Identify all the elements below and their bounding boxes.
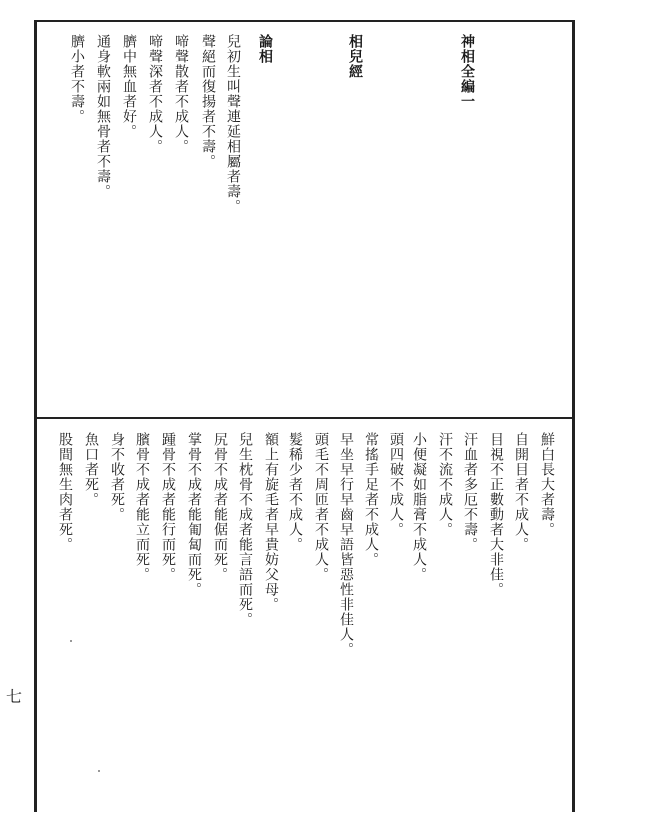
text-line: 通身軟兩如無骨者不壽。 bbox=[95, 34, 111, 199]
text-line: 常搖手足者不成人。 bbox=[363, 432, 379, 567]
text-line: 兒初生叫聲連延相屬者壽。 bbox=[225, 34, 241, 214]
text-line: 鮮白長大者壽。 bbox=[539, 432, 555, 537]
text-line: 兒生枕骨不成者能言語而死。 bbox=[237, 432, 253, 627]
text-line: 臏骨不成者能立而死。 bbox=[134, 432, 150, 582]
text-line: 啼聲散者不成人。 bbox=[173, 34, 189, 154]
text-line: 臍小者不壽。 bbox=[69, 34, 85, 124]
text-line: 聲絕而復揚者不壽。 bbox=[200, 34, 216, 169]
text-line: 頭四破不成人。 bbox=[388, 432, 404, 537]
text-line: 自開目者不成人。 bbox=[513, 432, 529, 552]
text-line: 汗不流不成人。 bbox=[437, 432, 453, 537]
text-line: 魚口者死。 bbox=[83, 432, 99, 507]
page-number: 七 bbox=[6, 687, 23, 706]
text-line: 身不收者死。 bbox=[109, 432, 125, 522]
section-title: 論相 bbox=[257, 34, 273, 64]
scan-speck bbox=[70, 640, 72, 642]
text-line: 啼聲深者不成人。 bbox=[147, 34, 163, 154]
text-line: 額上有旋毛者早貴妨父母。 bbox=[263, 432, 279, 612]
text-line: 臍中無血者好。 bbox=[121, 34, 137, 139]
text-line: 尻骨不成者能倨而死。 bbox=[212, 432, 228, 582]
text-line: 掌骨不成者能匍匐而死。 bbox=[186, 432, 202, 597]
text-line: 汗血者多厄不壽。 bbox=[462, 432, 478, 552]
text-line: 踵骨不成者能行而死。 bbox=[160, 432, 176, 582]
chapter-title: 相兒經 bbox=[347, 34, 363, 79]
text-line: 目視不正數動者大非佳。 bbox=[488, 432, 504, 597]
text-line: 早坐早行早齒早語皆惡性非佳人。 bbox=[338, 432, 354, 657]
text-line: 股間無生肉者死。 bbox=[57, 432, 73, 552]
text-line: 小便凝如脂膏不成人。 bbox=[411, 432, 427, 582]
section-divider bbox=[34, 417, 572, 419]
page-frame bbox=[34, 20, 575, 812]
book-title: 神相全編一 bbox=[459, 34, 475, 109]
text-line: 髮稀少者不成人。 bbox=[287, 432, 303, 552]
text-line: 頭毛不周匝者不成人。 bbox=[313, 432, 329, 582]
scan-speck bbox=[98, 770, 100, 772]
